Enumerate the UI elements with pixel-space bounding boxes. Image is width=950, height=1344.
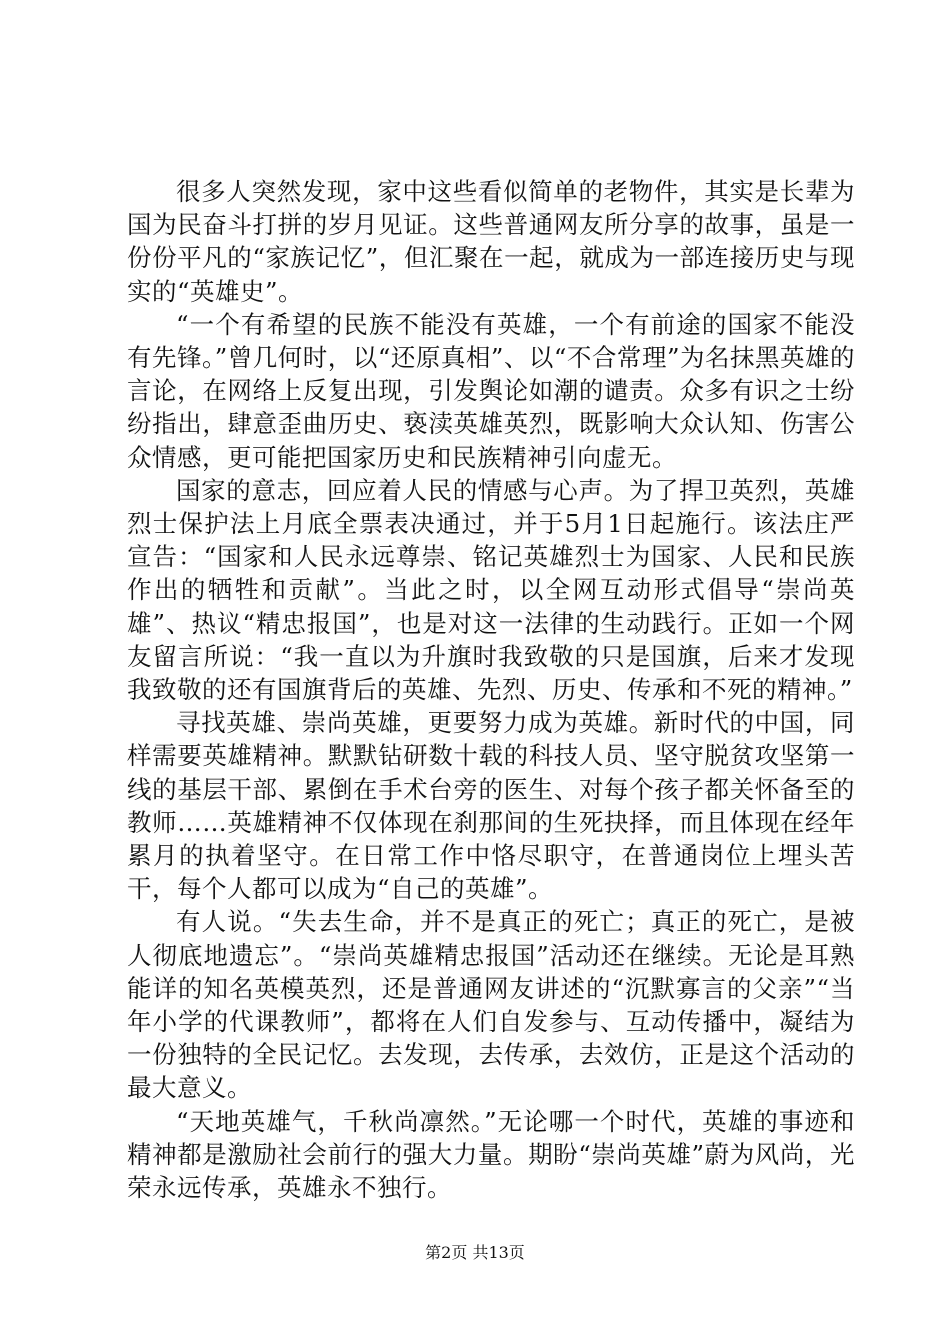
- paragraph-2: “一个有希望的民族不能没有英雄，一个有前途的国家不能没有先锋。”曾几何时，以“还原真相”、以“不合常理”为名抹黑英雄的言论，在网络上反复出现，引发舆论如潮的谴责。众多有识之士纷纷指出，肆意歪曲历史、亵渎英雄英烈，既影响大众认知、伤害公众情感，更可能把国家历史和民族精神引向虚无。: [127, 309, 855, 472]
- paragraph-6: “天地英雄气，千秋尚凛然。”无论哪一个时代，英雄的事迹和精神都是激励社会前行的强大力量。期盼“崇尚英雄”蔚为风尚，光荣永远传承，英雄永不独行。: [127, 1106, 855, 1203]
- paragraph-4: 寻找英雄、崇尚英雄，更要努力成为英雄。新时代的中国，同样需要英雄精神。默默钻研数十载的科技人员、坚守脱贫攻坚第一线的基层干部、累倒在手术台旁的医生、对每个孩子都关怀备至的教师……英雄精神不仅体现在刹那间的生死抉择，而且体现在经年累月的执着坚守。在日常工作中恪尽职守，在普通岗位上埋头苦干，每个人都可以成为“自己的英雄”。: [127, 708, 855, 904]
- page-footer: 第2页 共13页: [425, 1243, 525, 1262]
- body-text: [127, 175, 855, 1204]
- paragraph-5: 有人说。“失去生命，并不是真正的死亡；真正的死亡，是被人彻底地遗忘”。“崇尚英雄精忠报国”活动还在继续。无论是耳熟能详的知名英模英烈，还是普通网友讲述的“沉默寡言的父亲”“当年小学的代课教师”，都将在人们自发参与、互动传播中，凝结为一份独特的全民记忆。去发现，去传承，去效仿，正是这个活动的最大意义。: [127, 907, 855, 1103]
- paragraph-1: 很多人突然发现，家中这些看似简单的老物件，其实是长辈为国为民奋斗打拼的岁月见证。这些普通网友所分享的故事，虽是一份份平凡的“家族记忆”，但汇聚在一起，就成为一部连接历史与现实的“英雄史”。: [127, 177, 855, 306]
- paragraph-3: 国家的意志，回应着人民的情感与心声。为了捍卫英烈，英雄烈士保护法上月底全票表决通过，并于5月1日起施行。该法庄严宣告：“国家和人民永远尊崇、铭记英雄烈士为国家、人民和民族作出的牺牲和贡献”。当此之时，以全网互动形式倡导“崇尚英雄”、热议“精忠报国”，也是对这一法律的生动践行。正如一个网友留言所说：“我一直以为升旗时我致敬的只是国旗，后来才发现我致敬的还有国旗背后的英雄、先烈、历史、传承和不死的精神。”: [127, 475, 855, 705]
